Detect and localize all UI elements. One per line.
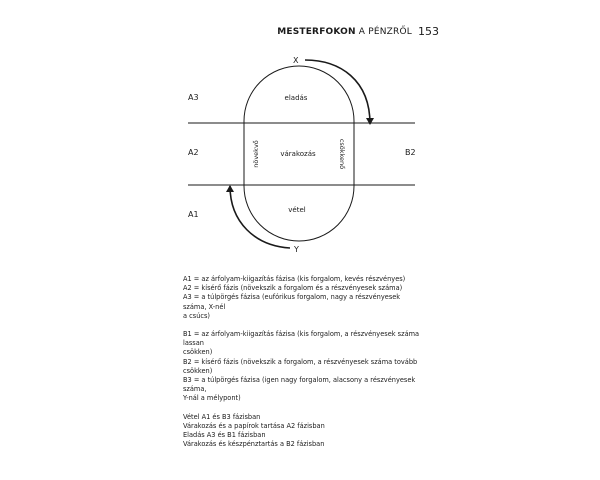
summary-line: Vétel A1 és B3 fázisban — [183, 412, 261, 421]
legend-line: B2 = kísérő fázis (növekszik a forgalom, a részvényesek száma tovább csökken) — [183, 357, 418, 375]
marker-x: X — [293, 56, 299, 65]
label-csokkeno: csökkenő — [338, 138, 346, 170]
zone-label-a3: A3 — [188, 93, 199, 102]
zone-label-b2: B2 — [405, 148, 416, 157]
legend-line: B3 = a túlpörgés fázisa (igen nagy forgalom, alacsony a részvényesek száma, — [183, 376, 416, 394]
arrow-bottom-y — [230, 186, 290, 248]
label-varakozas: várakozás — [280, 150, 316, 158]
summary-line: Várakozás és készpénztartás a B2 fázisban — [183, 440, 325, 449]
summary-line: Várakozás és a papírok tartása A2 fázisban — [183, 421, 325, 430]
zone-label-a1: A1 — [188, 210, 199, 219]
legend-line: A1 = az árfolyam-kiigazítás fázisa (kis forgalom, kevés részvényes) — [183, 275, 406, 283]
legend-line: B1 = az árfolyam-kiigazítás fázisa (kis forgalom, a részvényesek száma lassan — [183, 330, 420, 348]
legend-line: Y-nál a mélypont) — [183, 394, 241, 403]
marker-y: Y — [294, 245, 299, 254]
summary-line: Eladás A3 és B1 fázisban — [183, 431, 266, 440]
arrow-top-x — [305, 60, 370, 124]
label-vetel: vétel — [288, 206, 306, 214]
legend-text — [183, 275, 423, 449]
label-novekvo: növekvő — [252, 140, 260, 168]
legend-line: A2 = kísérő fázis (növekszik a forgalom és a részvényesek száma) — [183, 284, 403, 293]
legend-line: A3 = a túlpörgés fázisa (eufórikus forgalom, nagy a részvényesek száma, X-nél — [183, 293, 401, 311]
legend-line: a csúcs) — [183, 311, 211, 320]
legend-line: csökken) — [183, 348, 213, 357]
page-number: 153 — [418, 25, 439, 38]
header-brand: MESTERFOKON — [277, 27, 356, 37]
header-subtitle: A PÉNZRŐL — [355, 27, 412, 37]
zone-label-a2: A2 — [188, 148, 199, 157]
label-eladas: eladás — [284, 94, 308, 102]
